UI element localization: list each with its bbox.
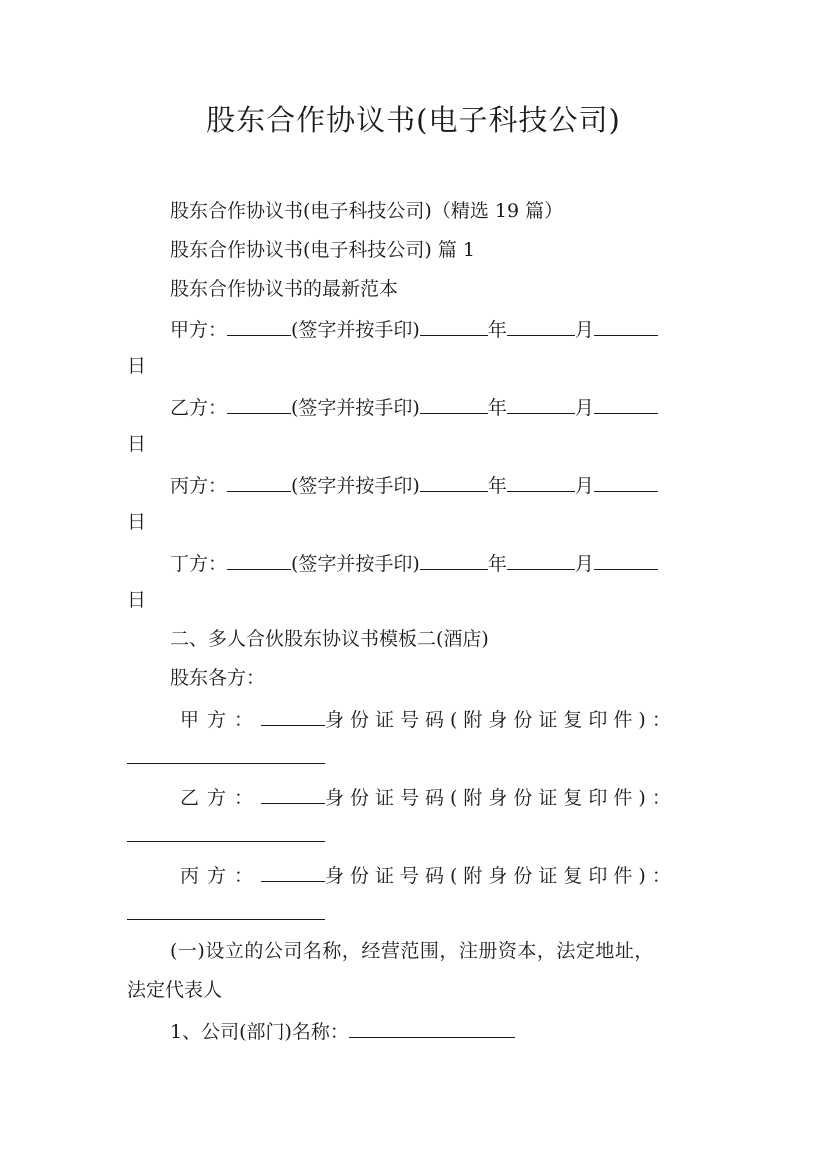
day-blank (594, 313, 658, 336)
subtitle-line: 股东合作协议书(电子科技公司) 篇 1 (170, 239, 475, 261)
name-blank (227, 547, 291, 570)
month-label: 月 (574, 397, 594, 419)
subtitle-line: 股东合作协议书的最新范本 (170, 278, 399, 300)
id-label: 身份证号码(附身份证复印件)： (325, 709, 677, 731)
shareholders-label: 股东各方： (170, 667, 266, 689)
year-label: 年 (487, 397, 507, 419)
party-name: 乙方： (180, 787, 262, 809)
party-name: 甲方： (170, 319, 228, 341)
day-label: 日 (127, 511, 147, 533)
document-title: 股东合作协议书(电子科技公司) (206, 103, 621, 137)
sign-label: (签字并按手印) (291, 475, 420, 497)
signature-line (170, 313, 705, 344)
year-blank (420, 313, 488, 336)
company-name-blank (349, 1015, 515, 1038)
name-blank (227, 313, 291, 336)
party-name: 丙方： (180, 865, 262, 887)
id-row (180, 703, 695, 734)
party-name: 乙方： (170, 397, 228, 419)
year-label: 年 (487, 319, 507, 341)
name-blank (227, 391, 291, 414)
party-name: 丁方： (170, 553, 228, 575)
year-blank (420, 391, 488, 414)
month-blank (507, 391, 575, 414)
name-blank (227, 469, 291, 492)
signature-line (170, 547, 705, 578)
signature-line (170, 391, 705, 422)
id-number-blank (127, 762, 325, 764)
id-label: 身份证号码(附身份证复印件)： (325, 865, 677, 887)
day-label: 日 (127, 355, 147, 377)
year-label: 年 (487, 553, 507, 575)
party-name: 甲方： (180, 709, 262, 731)
name-blank (261, 703, 325, 726)
id-number-blank (127, 840, 325, 842)
day-label: 日 (127, 433, 147, 455)
year-blank (420, 469, 488, 492)
day-blank (594, 391, 658, 414)
year-label: 年 (487, 475, 507, 497)
signature-line (170, 469, 705, 500)
id-row (180, 781, 695, 812)
party-name: 丙方： (170, 475, 228, 497)
sign-label: (签字并按手印) (291, 553, 420, 575)
month-blank (507, 547, 575, 570)
month-label: 月 (574, 475, 594, 497)
month-blank (507, 313, 575, 336)
subtitle-line: 股东合作协议书(电子科技公司)（精选 19 篇） (170, 200, 564, 222)
section-heading: 二、多人合伙股东协议书模板二(酒店) (170, 628, 489, 650)
day-blank (594, 469, 658, 492)
paragraph: (一)设立的公司名称，经营范围，注册资本，法定地址， (170, 940, 654, 962)
day-label: 日 (127, 589, 147, 611)
sign-label: (签字并按手印) (291, 397, 420, 419)
company-name-line (0, 1015, 827, 1046)
paragraph: 法定代表人 (127, 979, 223, 1001)
name-blank (261, 781, 325, 804)
sign-label: (签字并按手印) (291, 319, 420, 341)
name-blank (261, 859, 325, 882)
year-blank (420, 547, 488, 570)
id-number-blank (127, 918, 325, 920)
id-row (180, 859, 695, 890)
month-label: 月 (574, 553, 594, 575)
day-blank (594, 547, 658, 570)
company-name-label: 1、公司(部门)名称： (170, 1021, 349, 1043)
month-label: 月 (574, 319, 594, 341)
id-label: 身份证号码(附身份证复印件)： (325, 787, 677, 809)
month-blank (507, 469, 575, 492)
